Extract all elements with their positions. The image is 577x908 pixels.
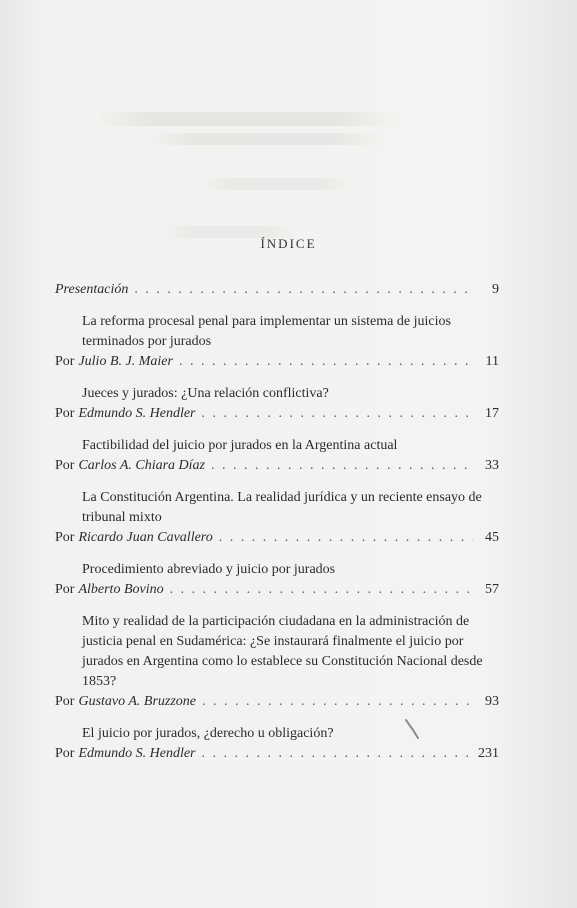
toc-entry-page: 57: [485, 582, 499, 597]
toc-entry: [55, 280, 499, 300]
toc-entry-author: Gustavo A. Bruzzone: [78, 694, 197, 709]
toc-entry-line: [55, 352, 499, 372]
toc-entry: [55, 312, 499, 372]
toc-entry-author: Ricardo Juan Cavallero: [78, 530, 213, 545]
dot-leader: [170, 580, 473, 600]
toc-entry: [55, 384, 499, 424]
bleed-through-text: [200, 178, 350, 190]
toc-entry-title: Jueces y jurados: ¿Una relación conflictiva?: [82, 386, 329, 401]
toc-entry-title: La Constitución Argentina. La realidad jurídica y un reciente ensayo de tribunal mixto: [82, 490, 482, 525]
toc-entry-title: Procedimiento abreviado y juicio por jurados: [82, 562, 336, 577]
toc-entry-prefix: Por: [55, 458, 75, 473]
toc-entry-title: La reforma procesal penal para implementar un sistema de juicios terminados por jurados: [82, 314, 451, 349]
bleed-through-text: [95, 112, 395, 126]
toc-entry-page: 93: [485, 694, 499, 709]
toc-entry-prefix: Por: [55, 406, 75, 421]
toc-entry: [55, 724, 499, 764]
dot-leader: [202, 744, 473, 764]
toc-list: [55, 280, 499, 776]
toc-entry-line: [55, 280, 499, 300]
dot-leader: [179, 352, 473, 372]
dot-leader: [202, 692, 473, 712]
toc-entry-line: [55, 692, 499, 712]
toc-entry-line: [55, 580, 499, 600]
toc-entry: [55, 612, 499, 712]
toc-entry: [55, 488, 499, 548]
toc-entry-page: 11: [485, 354, 499, 369]
toc-entry-line: [55, 404, 499, 424]
page-title: ÍNDICE: [260, 236, 317, 251]
toc-entry-line: [55, 744, 499, 764]
toc-entry-author: Edmundo S. Hendler: [78, 406, 196, 421]
dot-leader: [134, 280, 473, 300]
toc-entry-prefix: Por: [55, 530, 75, 545]
toc-entry-page: 231: [478, 746, 499, 761]
toc-entry-author: Carlos A. Chiara Díaz: [78, 458, 205, 473]
toc-entry-page: 33: [485, 458, 499, 473]
dot-leader: [202, 404, 474, 424]
toc-entry-page: 9: [492, 282, 499, 297]
toc-entry-page: 17: [485, 406, 499, 421]
toc-entry-prefix: Por: [55, 746, 75, 761]
toc-entry-title: Factibilidad del juicio por jurados en la Argentina actual: [82, 438, 398, 453]
dot-leader: [211, 456, 473, 476]
toc-entry-line: [55, 528, 499, 548]
toc-entry-author: Alberto Bovino: [78, 582, 164, 597]
toc-entry-line: [55, 456, 499, 476]
toc-entry-title: El juicio por jurados, ¿derecho u obligación?: [82, 726, 334, 741]
toc-entry-author: Edmundo S. Hendler: [78, 746, 196, 761]
pen-mark-icon: [404, 718, 422, 740]
toc-entry-page: 45: [485, 530, 499, 545]
toc-entry-prefix: Por: [55, 694, 75, 709]
toc-entry-author: Presentación: [55, 282, 129, 297]
bleed-through-text: [150, 133, 380, 145]
toc-entry-prefix: Por: [55, 582, 75, 597]
toc-entry-author: Julio B. J. Maier: [78, 354, 173, 369]
toc-entry-prefix: Por: [55, 354, 75, 369]
dot-leader: [219, 528, 473, 548]
toc-entry: [55, 436, 499, 476]
toc-entry-title: Mito y realidad de la participación ciudadana en la administración de justicia penal en Sudamérica: ¿Se instaurará finalmente el juicio por jurados en Argentina como lo establece su Constitución Nacional desde 1853?: [82, 614, 483, 689]
toc-entry: [55, 560, 499, 600]
